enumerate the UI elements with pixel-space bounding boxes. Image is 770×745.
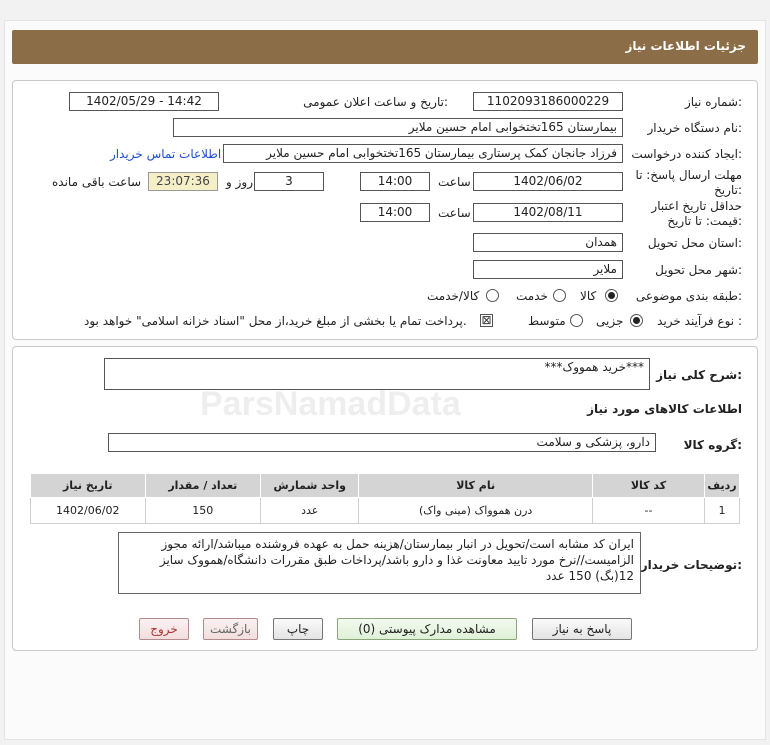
category-goods-radio[interactable] [605, 289, 618, 302]
cell-unit: عدد [261, 498, 359, 524]
back-button[interactable]: بازگشت [203, 618, 258, 640]
buyer-org-field: بیمارستان 165تختخوابی امام حسین ملایر [173, 118, 623, 137]
process-medium-label: متوسط [528, 314, 566, 328]
category-goods-label: کالا [580, 289, 597, 303]
buyer-notes-field: ایران کد مشابه است/تحویل در انبار بیمارستان/هزینه حمل به عهده فروشنده میباشد/ارائه مجوز الزامیست//نرخ مورد تایید معاونت غذا و دارو باشد/پرداخات طبق مقررات دانشگاه/همووک سایز 12(بگ) 150 عدد [118, 532, 641, 594]
buyer-notes-label: توضیحات خریدار: [640, 558, 742, 572]
creator-field: فرزاد جانجان کمک پرستاری بیمارستان 165تختخوابی امام حسین ملایر [223, 144, 623, 163]
province-field: همدان [473, 233, 623, 252]
buyer-org-label: نام دستگاه خریدار: [647, 121, 742, 135]
reply-date-field: 1402/06/02 [473, 172, 623, 191]
exit-button[interactable]: خروج [139, 618, 189, 640]
process-medium-radio[interactable] [570, 314, 583, 327]
print-button[interactable]: چاپ [273, 618, 323, 640]
category-service-radio[interactable] [553, 289, 566, 302]
process-type-label: نوع فرآیند خرید : [657, 314, 742, 328]
buyer-contact-link[interactable]: اطلاعات تماس خریدار [110, 147, 222, 161]
validity-time-field: 14:00 [360, 203, 430, 222]
treasury-payment-checkbox[interactable]: ⊠ [481, 313, 492, 327]
need-number-label: شماره نیاز: [684, 95, 742, 109]
reply-deadline-label: مهلت ارسال پاسخ: تا تاریخ: [635, 168, 742, 197]
col-need-date: تاریخ نیاز [31, 474, 146, 498]
goods-group-field: دارو، پزشکی و سلامت [108, 433, 656, 452]
announce-date-field: 1402/05/29 - 14:42 [69, 92, 219, 111]
summary-label: شرح کلی نیاز: [656, 368, 742, 382]
announce-date-label: تاریخ و ساعت اعلان عمومی: [303, 95, 448, 109]
price-validity-label: حداقل تاریخ اعتبار قیمت: تا تاریخ: [651, 199, 742, 228]
city-label: شهر محل تحویل: [655, 263, 742, 277]
cell-need-date: 1402/06/02 [31, 498, 146, 524]
reply-button[interactable]: پاسخ به نیاز [532, 618, 632, 640]
need-number-field: 1102093186000229 [473, 92, 623, 111]
goods-group-label: گروه کالا: [683, 438, 742, 452]
remaining-time-field: 23:07:36 [148, 172, 218, 191]
table-header-row [31, 474, 740, 498]
col-goods-code: کد کالا [592, 474, 704, 498]
cell-goods-code: -- [592, 498, 704, 524]
goods-table [30, 473, 740, 524]
col-quantity: تعداد / مقدار [145, 474, 261, 498]
cell-row-number: 1 [705, 498, 740, 524]
creator-label: ایجاد کننده درخواست: [631, 147, 742, 161]
category-goods-service-label: کالا/خدمت [427, 289, 480, 303]
validity-time-label: ساعت [438, 206, 471, 220]
process-minor-label: جزیی [596, 314, 624, 328]
col-unit: واحد شمارش [261, 474, 359, 498]
cell-goods-name: درن هموواک (مینی واک) [359, 498, 593, 524]
col-row-number: ردیف [705, 474, 740, 498]
city-field: ملایر [473, 260, 623, 279]
cell-quantity: 150 [145, 498, 261, 524]
reply-time-label: ساعت [438, 175, 471, 189]
process-minor-radio[interactable] [630, 314, 643, 327]
validity-date-field: 1402/08/11 [473, 203, 623, 222]
treasury-payment-note: پرداخت تمام یا بخشی از مبلغ خرید،از محل "اسناد خزانه اسلامی" خواهد بود. [84, 314, 467, 328]
days-remaining-field: 3 [254, 172, 324, 191]
summary-field: ***خرید همووک*** [104, 358, 650, 390]
category-goods-service-radio[interactable] [486, 289, 499, 302]
table-row [31, 498, 740, 524]
goods-info-title: اطلاعات کالاهای مورد نیاز [587, 402, 742, 416]
reply-time-field: 14:00 [360, 172, 430, 191]
category-label: طبقه بندی موضوعی: [635, 289, 742, 303]
page-header [12, 30, 758, 64]
col-goods-name: نام کالا [359, 474, 593, 498]
page-title: جزئیات اطلاعات نیاز [625, 39, 746, 53]
days-label: روز و [226, 175, 253, 189]
view-attachments-button[interactable]: مشاهده مدارک پیوستی (0) [337, 618, 517, 640]
remaining-time-label: ساعت باقی مانده [52, 175, 142, 189]
province-label: استان محل تحویل: [647, 236, 742, 250]
category-service-label: خدمت [516, 289, 548, 303]
